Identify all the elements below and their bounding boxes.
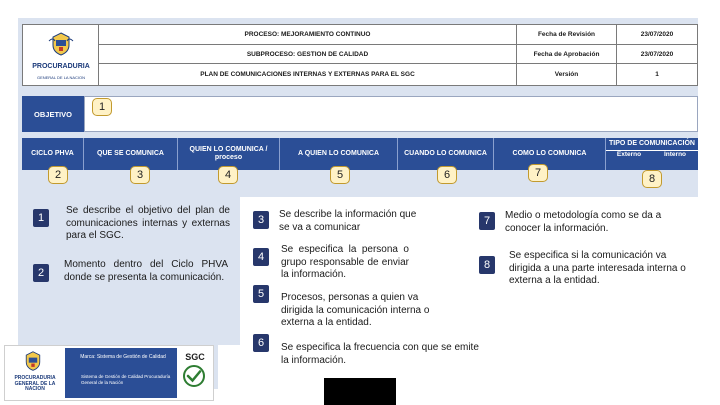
column-cuando-lo-comunica: CUANDO LO COMUNICA (398, 138, 494, 170)
column-que-se-comunica: QUE SE COMUNICA (84, 138, 178, 170)
column-como-lo-comunica: COMO LO COMUNICA (494, 138, 606, 170)
column-tipo-label: TIPO DE COMUNICACIÓN (609, 140, 695, 147)
legend-badge-2: 2 (33, 264, 49, 282)
sgc-logo-area (7, 348, 63, 398)
sgc-panel-title: Marca: Sistema de Gestión de Calidad (80, 354, 166, 360)
column-a-quien-lo-comunica: A QUIEN LO COMUNICA (280, 138, 398, 170)
objective-field (84, 96, 698, 132)
column-tag-7: 7 (528, 164, 548, 182)
revision-date-label: Fecha de Revisión (517, 25, 617, 45)
legend-text-8: Se especifica si la comunicación va dirigida a una parte interesada interna o externa a la entidad. (509, 250, 686, 286)
tipo-subcolumns (606, 150, 698, 159)
revision-date-value: 23/07/2020 (617, 25, 697, 45)
legend-text-6: Se especifica la frecuencia con que se emite la información. (281, 342, 479, 366)
legend-badge-1: 1 (33, 209, 49, 227)
version-value: 1 (655, 71, 659, 78)
column-quien-lo-comunica: QUIEN LO COMUNICA / proceso (178, 138, 280, 170)
org-subtitle: GENERAL DE LA NACION (36, 75, 86, 80)
legend-badge-7: 7 (479, 212, 495, 230)
document-header (22, 24, 698, 86)
column-header-bar (22, 138, 698, 170)
legend-badge-6: 6 (253, 334, 269, 352)
legend-badge-5: 5 (253, 285, 269, 303)
legend-text-1: Se describe el objetivo del plan de comunicaciones internas y externas para el SGC. (66, 205, 230, 241)
legend-badge-8: 8 (479, 256, 495, 274)
sgc-mark (177, 348, 211, 398)
objective-tag: 1 (92, 98, 112, 116)
sgc-badge-card (4, 345, 214, 401)
approval-date-label: Fecha de Aprobación (517, 45, 617, 64)
legend-badge-4: 4 (253, 248, 269, 266)
column-tag-4: 4 (218, 166, 238, 184)
column-tag-6: 6 (437, 166, 457, 184)
plan-title: PLAN DE COMUNICACIONES INTERNAS Y EXTERNAS PARA EL SGC (99, 64, 517, 85)
legend-text-4: Se especifica la persona o grupo responsable de enviar la información. (281, 244, 409, 280)
check-circle-icon (182, 364, 206, 388)
black-redaction-box (324, 378, 396, 405)
objective-label: OBJETIVO (22, 96, 84, 132)
sgc-mark-text: SGC (185, 352, 205, 362)
legend-text-3: Se describe la información que se va a comunicar (279, 209, 417, 233)
column-tag-5: 5 (330, 166, 350, 184)
version-label: Versión (517, 64, 617, 85)
sgc-panel-text: Sistema de Gestión de Calidad Procuraduría General de la Nación (81, 374, 171, 385)
legend-badge-3: 3 (253, 211, 269, 229)
subcolumn-interno: Interno (663, 151, 687, 158)
column-tag-8: 8 (642, 170, 662, 188)
coat-of-arms-icon (21, 350, 45, 372)
subprocess-title: SUBPROCESO: GESTION DE CALIDAD (99, 45, 517, 64)
sgc-org-name: PROCURADURIA GENERAL DE LA NACION (14, 375, 56, 392)
coat-of-arms-icon (47, 31, 75, 57)
sgc-blue-panel (65, 348, 177, 398)
process-title: PROCESO: MEJORAMIENTO CONTINUO (99, 25, 517, 45)
subcolumn-externo: Externo (616, 151, 642, 158)
column-tipo-de-comunicacion (606, 138, 698, 170)
approval-date-value: 23/07/2020 (617, 45, 697, 64)
column-ciclo-phva: CICLO PHVA (22, 138, 84, 170)
column-tag-3: 3 (130, 166, 150, 184)
legend-text-5: Procesos, personas a quien va dirigida la comunicación interna o externa a la entidad. (281, 292, 430, 328)
logo-cell (23, 25, 99, 85)
column-tag-2: 2 (48, 166, 68, 184)
org-name: PROCURADURIA (32, 63, 90, 70)
legend-text-2: Momento dentro del Ciclo PHVA donde se presenta la comunicación. (64, 259, 228, 283)
legend-text-7: Medio o metodología como se da a conocer la información. (505, 210, 662, 234)
